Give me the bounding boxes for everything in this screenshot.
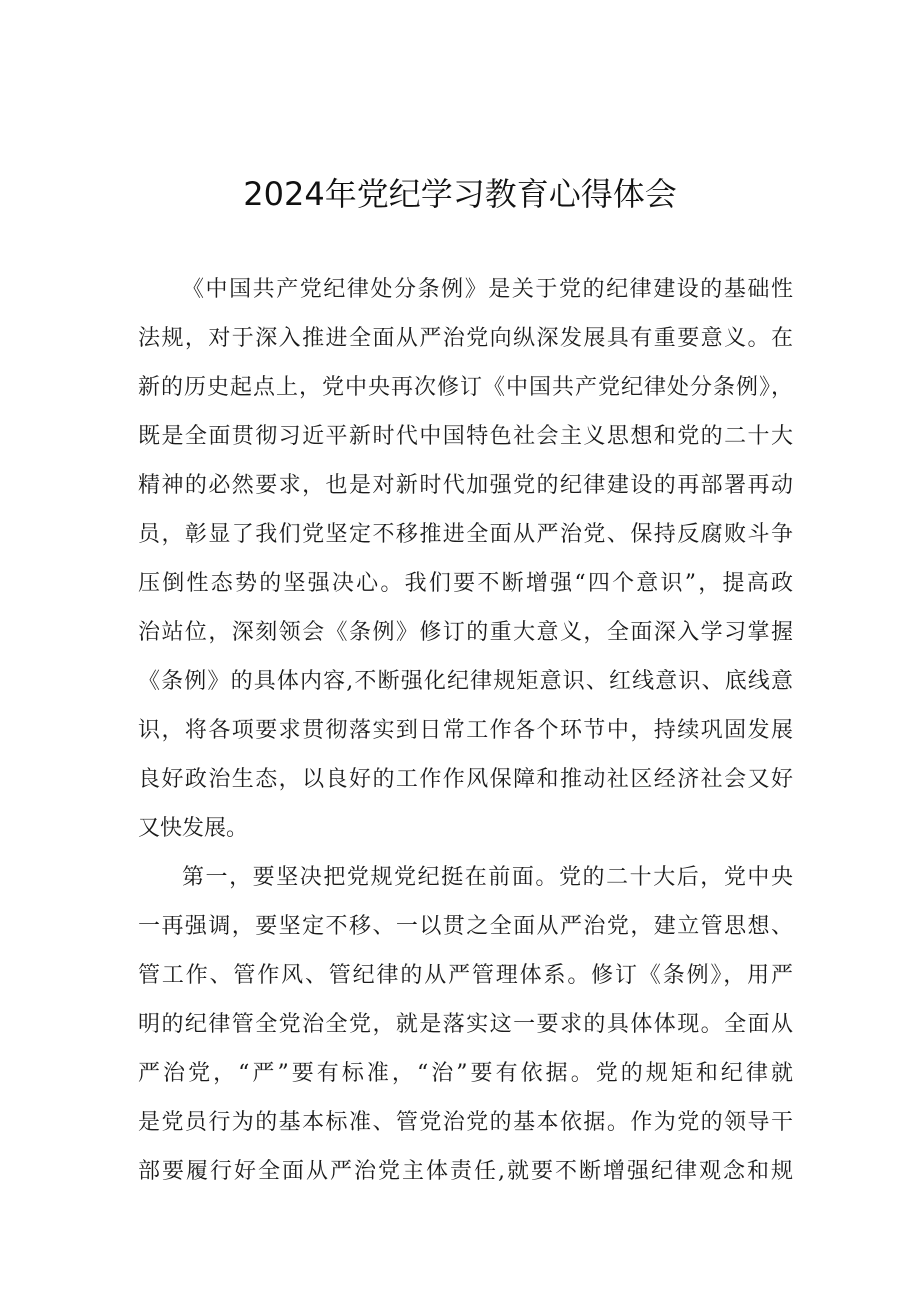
paragraph-1-line-12: 又快发展。	[138, 816, 249, 841]
paragraph-1-line-5: 精神的必然要求，也是对新时代加强党的纪律建设的再部署再动	[138, 473, 793, 498]
paragraph-1-line-8: 治站位，深刻领会《条例》修订的重大意义，全面深入学习掌握	[138, 620, 793, 645]
paragraph-1-line-10: 识，将各项要求贯彻落实到日常工作各个环节中，持续巩固发展	[138, 718, 793, 743]
paragraph-1-line-11: 良好政治生态，以良好的工作作风保障和推动社区经济社会又好	[138, 767, 793, 792]
paragraph-1-line-2: 法规，对于深入推进全面从严治党向纵深发展具有重要意义。在	[138, 326, 793, 351]
paragraph-1-line-6: 员，彰显了我们党坚定不移推进全面从严治党、保持反腐败斗争	[138, 522, 793, 547]
paragraph-2-line-4: 明的纪律管全党治全党，就是落实这一要求的具体体现。全面从	[138, 1012, 793, 1037]
paragraph-2-line-5: 严治党，“严”要有标准，“治”要有依据。党的规矩和纪律就	[138, 1061, 793, 1086]
document-title: 2024年党纪学习教育心得体会	[243, 175, 677, 213]
paragraph-1-line-4: 既是全面贯彻习近平新时代中国特色社会主义思想和党的二十大	[138, 424, 793, 449]
paragraph-2-line-6: 是党员行为的基本标准、管党治党的基本依据。作为党的领导干	[138, 1110, 793, 1135]
paragraph-2-line-2: 一再强调，要坚定不移、一以贯之全面从严治党，建立管思想、	[138, 914, 793, 939]
paragraph-1-line-1: 《中国共产党纪律处分条例》是关于党的纪律建设的基础性	[182, 277, 793, 302]
paragraph-2-line-7: 部要履行好全面从严治党主体责任,就要不断增强纪律观念和规	[138, 1159, 793, 1184]
paragraph-1-line-7: 压倒性态势的坚强决心。我们要不断增强“四个意识”，提高政	[138, 571, 793, 596]
paragraph-1-line-9: 《条例》的具体内容,不断强化纪律规矩意识、红线意识、底线意	[138, 669, 793, 694]
paragraph-1-line-3: 新的历史起点上，党中央再次修订《中国共产党纪律处分条例》，	[138, 375, 793, 400]
paragraph-2-line-3: 管工作、管作风、管纪律的从严管理体系。修订《条例》，用严	[138, 963, 793, 988]
paragraph-2-line-1: 第一，要坚决把党规党纪挺在前面。党的二十大后，党中央	[182, 865, 793, 890]
